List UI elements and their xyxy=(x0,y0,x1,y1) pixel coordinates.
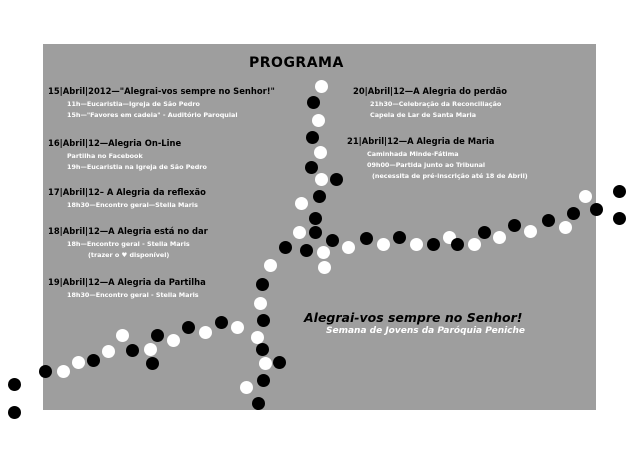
trail-dot xyxy=(199,326,212,339)
trail-dot xyxy=(273,356,286,369)
trail-dot xyxy=(295,197,308,210)
day-21-line-3: (necessita de pré-inscrição até 18 de Abril) xyxy=(372,172,528,180)
day-16-line-2: 19h—Eucaristia na Igreja de São Pedro xyxy=(67,163,207,171)
day-16-heading: 16|Abril|12—Alegria On-Line xyxy=(48,138,182,148)
trail-dot xyxy=(493,231,506,244)
programme-title: PROGRAMA xyxy=(249,55,344,71)
trail-dot xyxy=(257,314,270,327)
trail-dot xyxy=(87,354,100,367)
day-20-heading: 20|Abril|12—A Alegria do perdão xyxy=(353,86,508,96)
trail-dot xyxy=(309,212,322,225)
trail-dot xyxy=(256,278,269,291)
trail-dot xyxy=(264,259,277,272)
slogan: Alegrai-vos sempre no Senhor! xyxy=(304,310,523,325)
subslogan: Semana de Jovens da Paróquia Peniche xyxy=(326,326,526,336)
trail-dot xyxy=(116,329,129,342)
trail-dot xyxy=(146,357,159,370)
day-21-line-1: Caminhada Minde-Fátima xyxy=(367,150,459,158)
trail-dot xyxy=(182,321,195,334)
trail-dot xyxy=(300,244,313,257)
trail-dot xyxy=(102,345,115,358)
trail-dot xyxy=(613,185,626,198)
trail-dot xyxy=(315,80,328,93)
trail-dot xyxy=(306,131,319,144)
trail-dot xyxy=(318,261,331,274)
day-19-heading: 19|Abril|12—A Alegria da Partilha xyxy=(48,277,206,287)
trail-dot xyxy=(8,406,21,419)
day-16-line-1: Partilha no Facebook xyxy=(67,152,143,160)
trail-dot xyxy=(410,238,423,251)
trail-dot xyxy=(126,344,139,357)
trail-dot xyxy=(542,214,555,227)
day-17-heading: 17|Abril|12– A Alegria da reflexão xyxy=(48,187,206,197)
trail-dot xyxy=(579,190,592,203)
trail-dot xyxy=(307,96,320,109)
trail-dot xyxy=(279,241,292,254)
trail-dot xyxy=(167,334,180,347)
trail-dot xyxy=(508,219,521,232)
day-19-line-1: 18h30—Encontro geral - Stella Maris xyxy=(67,291,199,299)
trail-dot xyxy=(451,238,464,251)
trail-dot xyxy=(427,238,440,251)
trail-dot xyxy=(254,297,267,310)
trail-dot xyxy=(559,221,572,234)
day-18-heading: 18|Abril|12—A Alegria está no dar xyxy=(48,226,208,236)
trail-dot xyxy=(151,329,164,342)
trail-dot xyxy=(314,146,327,159)
trail-dot xyxy=(312,114,325,127)
trail-dot xyxy=(478,226,491,239)
trail-dot xyxy=(330,173,343,186)
trail-dot xyxy=(72,356,85,369)
day-17-line-1: 18h30—Encontro geral—Stella Maris xyxy=(67,201,198,209)
trail-dot xyxy=(231,321,244,334)
trail-dot xyxy=(215,316,228,329)
day-20-line-1: 21h30—Celebração da Reconciliação xyxy=(370,100,502,108)
day-18-line-2: (trazer o ♥ disponível) xyxy=(88,251,170,259)
trail-dot xyxy=(256,343,269,356)
trail-dot xyxy=(309,226,322,239)
day-15-heading: 15|Abril|2012—"Alegrai-vos sempre no Senhor!" xyxy=(48,86,275,96)
trail-dot xyxy=(317,246,330,259)
trail-dot xyxy=(144,343,157,356)
trail-dot xyxy=(468,238,481,251)
trail-dot xyxy=(590,203,603,216)
trail-dot xyxy=(315,173,328,186)
trail-dot xyxy=(293,226,306,239)
trail-dot xyxy=(524,225,537,238)
trail-dot xyxy=(342,241,355,254)
trail-dot xyxy=(567,207,580,220)
trail-dot xyxy=(377,238,390,251)
trail-dot xyxy=(305,161,318,174)
trail-dot xyxy=(252,397,265,410)
trail-dot xyxy=(39,365,52,378)
trail-dot xyxy=(326,234,339,247)
day-20-line-2: Capela de Lar de Santa Maria xyxy=(370,111,477,119)
trail-dot xyxy=(8,378,21,391)
trail-dot xyxy=(360,232,373,245)
day-15-line-1: 11h—Eucaristia—Igreja de São Pedro xyxy=(67,100,200,108)
trail-dot xyxy=(240,381,253,394)
trail-dot xyxy=(613,212,626,225)
day-21-line-2: 09h00—Partida junto ao Tribunal xyxy=(367,161,486,169)
day-18-line-1: 18h—Encontro geral - Stella Maris xyxy=(67,240,190,248)
trail-dot xyxy=(57,365,70,378)
day-21-heading: 21|Abril|12—A Alegria de Maria xyxy=(347,136,495,146)
trail-dot xyxy=(313,190,326,203)
trail-dot xyxy=(393,231,406,244)
trail-dot xyxy=(257,374,270,387)
trail-dot xyxy=(259,357,272,370)
day-15-line-2: 15h—"Favores em cadeia" - Auditório Paroquial xyxy=(67,111,238,119)
